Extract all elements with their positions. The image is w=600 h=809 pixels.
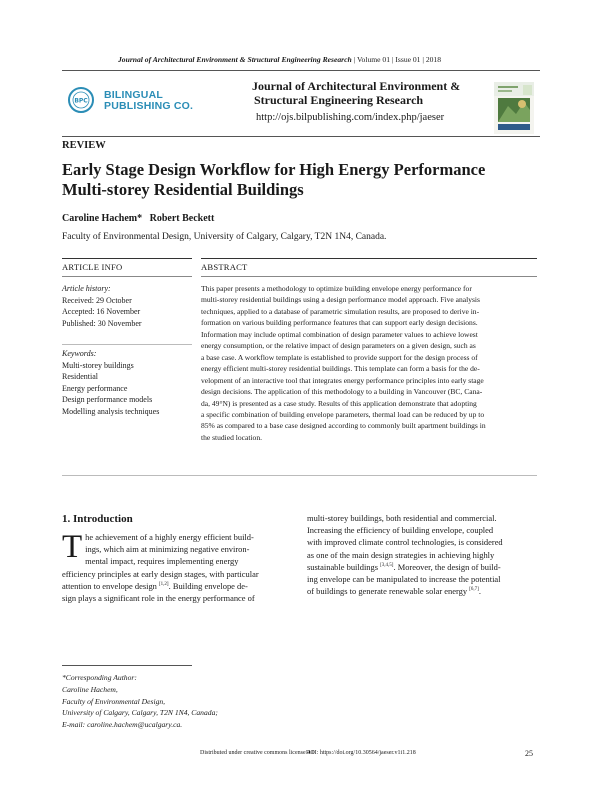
running-header-journal: Journal of Architectural Environment & Structural Engineering Research <box>118 55 352 64</box>
publisher-name-line1: BILINGUAL <box>104 89 163 101</box>
received-date: Received: 29 October <box>62 295 132 305</box>
body-text: . <box>478 586 481 597</box>
abstract-line: a base case. A workflow template is established to provide support for the design process of <box>201 352 478 362</box>
body-line: as one of the main design strategies in achieving highly <box>307 549 495 560</box>
paper-title <box>62 160 542 200</box>
introduction-column-2 <box>307 512 539 597</box>
drop-cap: T <box>62 529 83 565</box>
body-line: efficiency principles at early design stages, with particular <box>62 568 259 579</box>
running-header-sep: | <box>391 55 394 64</box>
journal-cover-thumbnail <box>494 82 534 134</box>
abstract-line: techniques, applied to a database of parametric simulation results, are proposed to derive in- <box>201 306 480 316</box>
body-line: he achievement of a highly energy efficient build- <box>85 532 254 542</box>
author-name: Caroline Hachem <box>62 213 138 224</box>
body-text: of buildings to generate renewable solar energy <box>307 586 470 597</box>
abstract-line: energy efficient multi-storey residential buildings. This template can form a basis for the de- <box>201 364 480 374</box>
abstract-line: 85% as compared to a base case designed according to commonly built apartment buildings in <box>201 421 486 431</box>
citation[interactable]: [6,7] <box>469 587 479 593</box>
keyword-item: Multi-storey buildings <box>62 360 134 370</box>
body-text: attention to envelope design <box>62 580 160 591</box>
body-line: Increasing the efficiency of building envelope, coupled <box>307 525 494 536</box>
abstract-line: a specific combination of building envelope parameters, thermal load can be reduced by up to <box>201 409 485 419</box>
journal-title <box>252 79 460 107</box>
journal-title-line2: Structural Engineering Research <box>254 93 424 107</box>
footnote-line: *Corresponding Author: <box>62 673 137 682</box>
abstract-line: da, 49°N) is presented as a case study. Results of this application demonstrate that adopting <box>201 398 477 408</box>
abstract-line: design decisions. The application of this methodology to a building in Vancouver (BC, Cana- <box>201 387 483 397</box>
publisher-logo-icon <box>66 85 102 115</box>
running-header <box>118 55 441 64</box>
footnote-line: Caroline Hachem, <box>62 684 118 694</box>
body-line: with improved climate control technologies, is considered <box>307 537 503 548</box>
body-text: . Moreover, the design of build- <box>393 561 501 572</box>
body-line: ings, which aim at minimizing negative environ- <box>85 544 250 555</box>
page-number: 25 <box>525 749 533 758</box>
keywords <box>62 348 159 417</box>
abstract-line: Information may include optimal combination of design parameter values to achieve lowest <box>201 329 478 339</box>
introduction-column-1 <box>62 531 294 604</box>
abstract-line: velopment of an interactive tool that integrates energy performance principles into early stage <box>201 375 484 385</box>
body-line: sign plays a significant role in the energy performance of <box>62 593 255 604</box>
article-info-rule <box>62 276 192 277</box>
abstract-line: formation on various building performance features that can support early design decisions. <box>201 318 478 328</box>
running-header-sep: | <box>422 55 424 64</box>
abstract-heading: ABSTRACT <box>201 262 248 272</box>
body-text: sustainable buildings <box>307 561 381 572</box>
published-date: Published: 30 November <box>62 318 142 328</box>
keywords-rule <box>62 344 192 345</box>
introduction-heading: 1. Introduction <box>62 513 133 525</box>
running-header-year: 2018 <box>425 55 442 64</box>
abstract-line: energy consumption, or the relative impact of design parameters on a given design, such as <box>201 341 476 351</box>
keywords-label: Keywords: <box>62 349 97 358</box>
body-line <box>307 561 539 573</box>
keyword-item: Design performance models <box>62 395 153 404</box>
keyword-item: Modelling analysis techniques <box>62 406 160 416</box>
article-info-heading: ARTICLE INFO <box>62 262 123 272</box>
body-line: mental impact, requires implementing energy <box>85 556 239 567</box>
publisher-name <box>104 90 193 112</box>
running-header-sep: | <box>353 55 356 64</box>
history-label: Article history: <box>62 284 111 293</box>
running-header-issue: Issue 01 <box>395 55 421 64</box>
publisher-badge: BPC <box>74 97 88 105</box>
author-name: Robert Beckett <box>149 213 215 224</box>
abstract-text <box>201 283 537 443</box>
publisher-name-line2: PUBLISHING CO. <box>104 100 194 112</box>
footnote-line: University of Calgary, Calgary, T2N 1N4, Canada; <box>62 708 218 718</box>
abstract-line: multi-storey residential buildings using a design performance model approach. Five analysis <box>201 295 480 305</box>
citation[interactable]: [3,4,5] <box>380 562 394 568</box>
affiliation: Faculty of Environmental Design, University of Calgary, Calgary, T2N 1N4, Canada. <box>62 232 387 242</box>
body-line: ing envelope can be manipulated to increase the potential <box>307 574 501 585</box>
keyword-item: Energy performance <box>62 383 128 393</box>
abstract-rule-top <box>201 258 537 259</box>
paper-title-line1: Early Stage Design Workflow for High Energy Performance <box>62 160 486 179</box>
corresponding-mark: * <box>137 213 143 224</box>
citation[interactable]: [1,2] <box>159 581 169 587</box>
footnote-line: Faculty of Environmental Design, <box>62 696 166 706</box>
abstract-line: This paper presents a methodology to optimize building envelope energy performance for <box>201 284 472 293</box>
body-text: . Building envelope de- <box>168 580 248 591</box>
authors <box>62 213 214 224</box>
article-type: REVIEW <box>62 140 106 151</box>
abstract-rule <box>201 276 537 277</box>
corresponding-author-footnote <box>62 672 218 731</box>
abstract-bottom-rule <box>62 475 537 476</box>
footnote-rule <box>62 665 192 666</box>
header-rule <box>62 70 540 71</box>
title-rule <box>62 136 540 137</box>
footnote-email[interactable]: E-mail: caroline.hachem@ucalgary.ca. <box>62 720 183 730</box>
body-line <box>62 580 294 592</box>
paper-title-line2: Multi-storey Residential Buildings <box>62 180 304 199</box>
license-text: Distributed under creative commons license 4.0 <box>200 750 315 756</box>
journal-title-line1: Journal of Architectural Environment & <box>252 79 461 93</box>
keyword-item: Residential <box>62 372 98 381</box>
body-line <box>307 585 539 597</box>
accepted-date: Accepted: 16 November <box>62 307 141 316</box>
abstract-line: the studied location. <box>201 432 262 442</box>
doi-link[interactable]: DOI: https://doi.org/10.30564/jaeser.v1i1.218 <box>306 750 416 756</box>
article-info-rule-top <box>62 258 192 259</box>
running-header-volume: Volume 01 <box>357 55 391 64</box>
body-line: multi-storey buildings, both residential and commercial. <box>307 513 497 523</box>
article-history <box>62 283 142 329</box>
journal-url[interactable]: http://ojs.bilpublishing.com/index.php/jaeser <box>256 112 445 123</box>
